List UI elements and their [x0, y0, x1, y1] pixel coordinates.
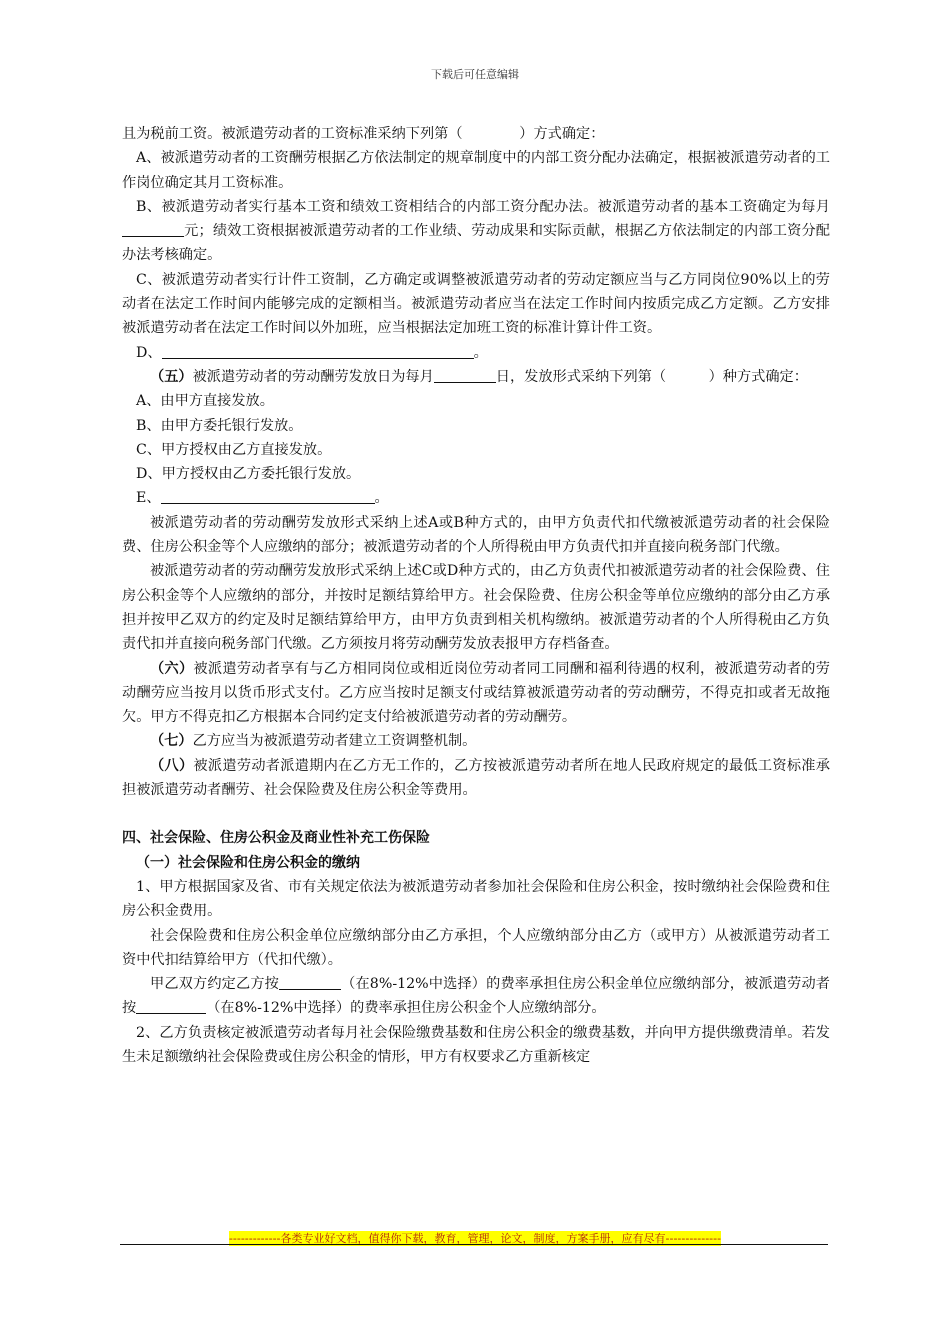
payment-option-c: C、甲方授权由乙方直接发放。 [136, 441, 332, 458]
paragraph: 社会保险费和住房公积金单位应缴纳部分由乙方承担，个人应缴纳部分由乙方（或甲方）从被派遣劳动者工资中代扣结算给甲方（代扣代缴）。 [122, 927, 830, 968]
section-6: （六）被派遣劳动者享有与乙方相同岗位或相近岗位劳动者同工同酬和福利待遇的权利，被派遣劳动者的劳动酬劳应当按月以货币形式支付。乙方应当按时足额支付或结算被派遣劳动者的劳动酬劳，不得克扣或者无故拖欠。甲方不得克扣乙方根据本合同约定支付给被派遣劳动者的劳动酬劳。 [122, 660, 830, 726]
paragraph-option-a: A、被派遣劳动者的工资酬劳根据乙方依法制定的规章制度中的内部工资分配办法确定，根据被派遣劳动者的工作岗位确定其月工资标准。 [122, 150, 830, 191]
paragraph: 被派遣劳动者的劳动酬劳发放形式采纳上述A或B种方式的，由甲方负责代扣代缴被派遣劳动者的社会保险费、住房公积金等个人应缴纳的部分；被派遣劳动者的个人所得税由甲方负责代扣并直接向税务部门代缴。 [122, 514, 830, 556]
blank-field [122, 220, 184, 237]
section-8: （八）被派遣劳动者派遣期内在乙方无工作的，乙方按被派遣劳动者所在地人民政府规定的最低工资标准承担被派遣劳动者酬劳、社会保险费及住房公积金等费用。 [122, 757, 830, 799]
payment-option-b: B、由甲方委托银行发放。 [136, 417, 303, 434]
document-body [122, 122, 830, 1069]
payment-option-e: E、 。 [122, 486, 830, 510]
blank-field [162, 342, 474, 359]
blank-field [161, 487, 375, 504]
blank-field [434, 366, 496, 383]
paragraph-option-d: D、 。 [122, 341, 830, 365]
blank-field [136, 997, 206, 1014]
section-7: （七）乙方应当为被派遣劳动者建立工资调整机制。 [150, 733, 477, 750]
header-note: 下载后可任意编辑 [431, 68, 519, 81]
paragraph: 且为税前工资。被派遣劳动者的工资标准采纳下列第（ ）方式确定： [122, 126, 605, 142]
paragraph-option-b: B、被派遣劳动者实行基本工资和绩效工资相结合的内部工资分配办法。被派遣劳动者的基本工资确定为每月元；绩效工资根据被派遣劳动者的工作业绩、劳动成果和实际贡献，根据乙方依法制定的内部工资分配办法考核确定。 [122, 198, 830, 264]
payment-option-d: D、甲方授权由乙方委托银行发放。 [136, 466, 361, 483]
paragraph: 甲乙双方约定乙方按 （在8%-12%中选择）的费率承担住房公积金单位应缴纳部分，被派遣劳动者按 （在8%-12%中选择）的费率承担住房公积金个人应缴纳部分。 [122, 972, 830, 1021]
paragraph: 被派遣劳动者的劳动酬劳发放形式采纳上述C或D种方式的，由乙方负责代扣被派遣劳动者的社会保险费、住房公积金等个人应缴纳的部分，并按时足额结算给甲方。社会保险费、住房公积金等单位应缴纳的部分由乙方承担并按甲乙双方的约定及时足额结算给甲方，由甲方负责到相关机构缴纳。被派遣劳动者的个人所得税由乙方负责代扣并直接向税务部门代缴。乙方须按月将劳动酬劳发放表报甲方存档备查。 [122, 563, 830, 653]
paragraph-option-c: C、被派遣劳动者实行计件工资制，乙方确定或调整被派遣劳动者的劳动定额应当与乙方同岗位90%以上的劳动者在法定工作时间内能够完成的定额相当。被派遣劳动者应当在法定工作时间内按质完成乙方定额。乙方安排被派遣劳动者在法定工作时间以外加班，应当根据法定加班工资的标准计算计件工资。 [122, 271, 830, 337]
subsection-heading: （一）社会保险和住房公积金的缴纳 [136, 854, 360, 871]
payment-option-a: A、由甲方直接发放。 [136, 393, 274, 410]
section-heading: 四、社会保险、住房公积金及商业性补充工伤保险 [122, 830, 430, 847]
footer-banner: -------------各类专业好文档，值得你下载，教育，管理，论文，制度，方案手册，应有尽有-------------- [228, 1232, 722, 1245]
footer-divider [120, 1244, 828, 1245]
paragraph: 1、甲方根据国家及省、市有关规定依法为被派遣劳动者参加社会保险和住房公积金，按时缴纳社会保险费和住房公积金费用。 [122, 878, 830, 920]
paragraph: 2、乙方负责核定被派遣劳动者每月社会保险缴费基数和住房公积金的缴费基数，并向甲方提供缴费清单。若发生未足额缴纳社会保险费或住房公积金的情形，甲方有权要求乙方重新核定 [122, 1024, 830, 1065]
section-5: （五）被派遣劳动者的劳动酬劳发放日为每月 日，发放形式采纳下列第（ ）种方式确定： [122, 365, 830, 389]
blank-field [279, 973, 341, 990]
